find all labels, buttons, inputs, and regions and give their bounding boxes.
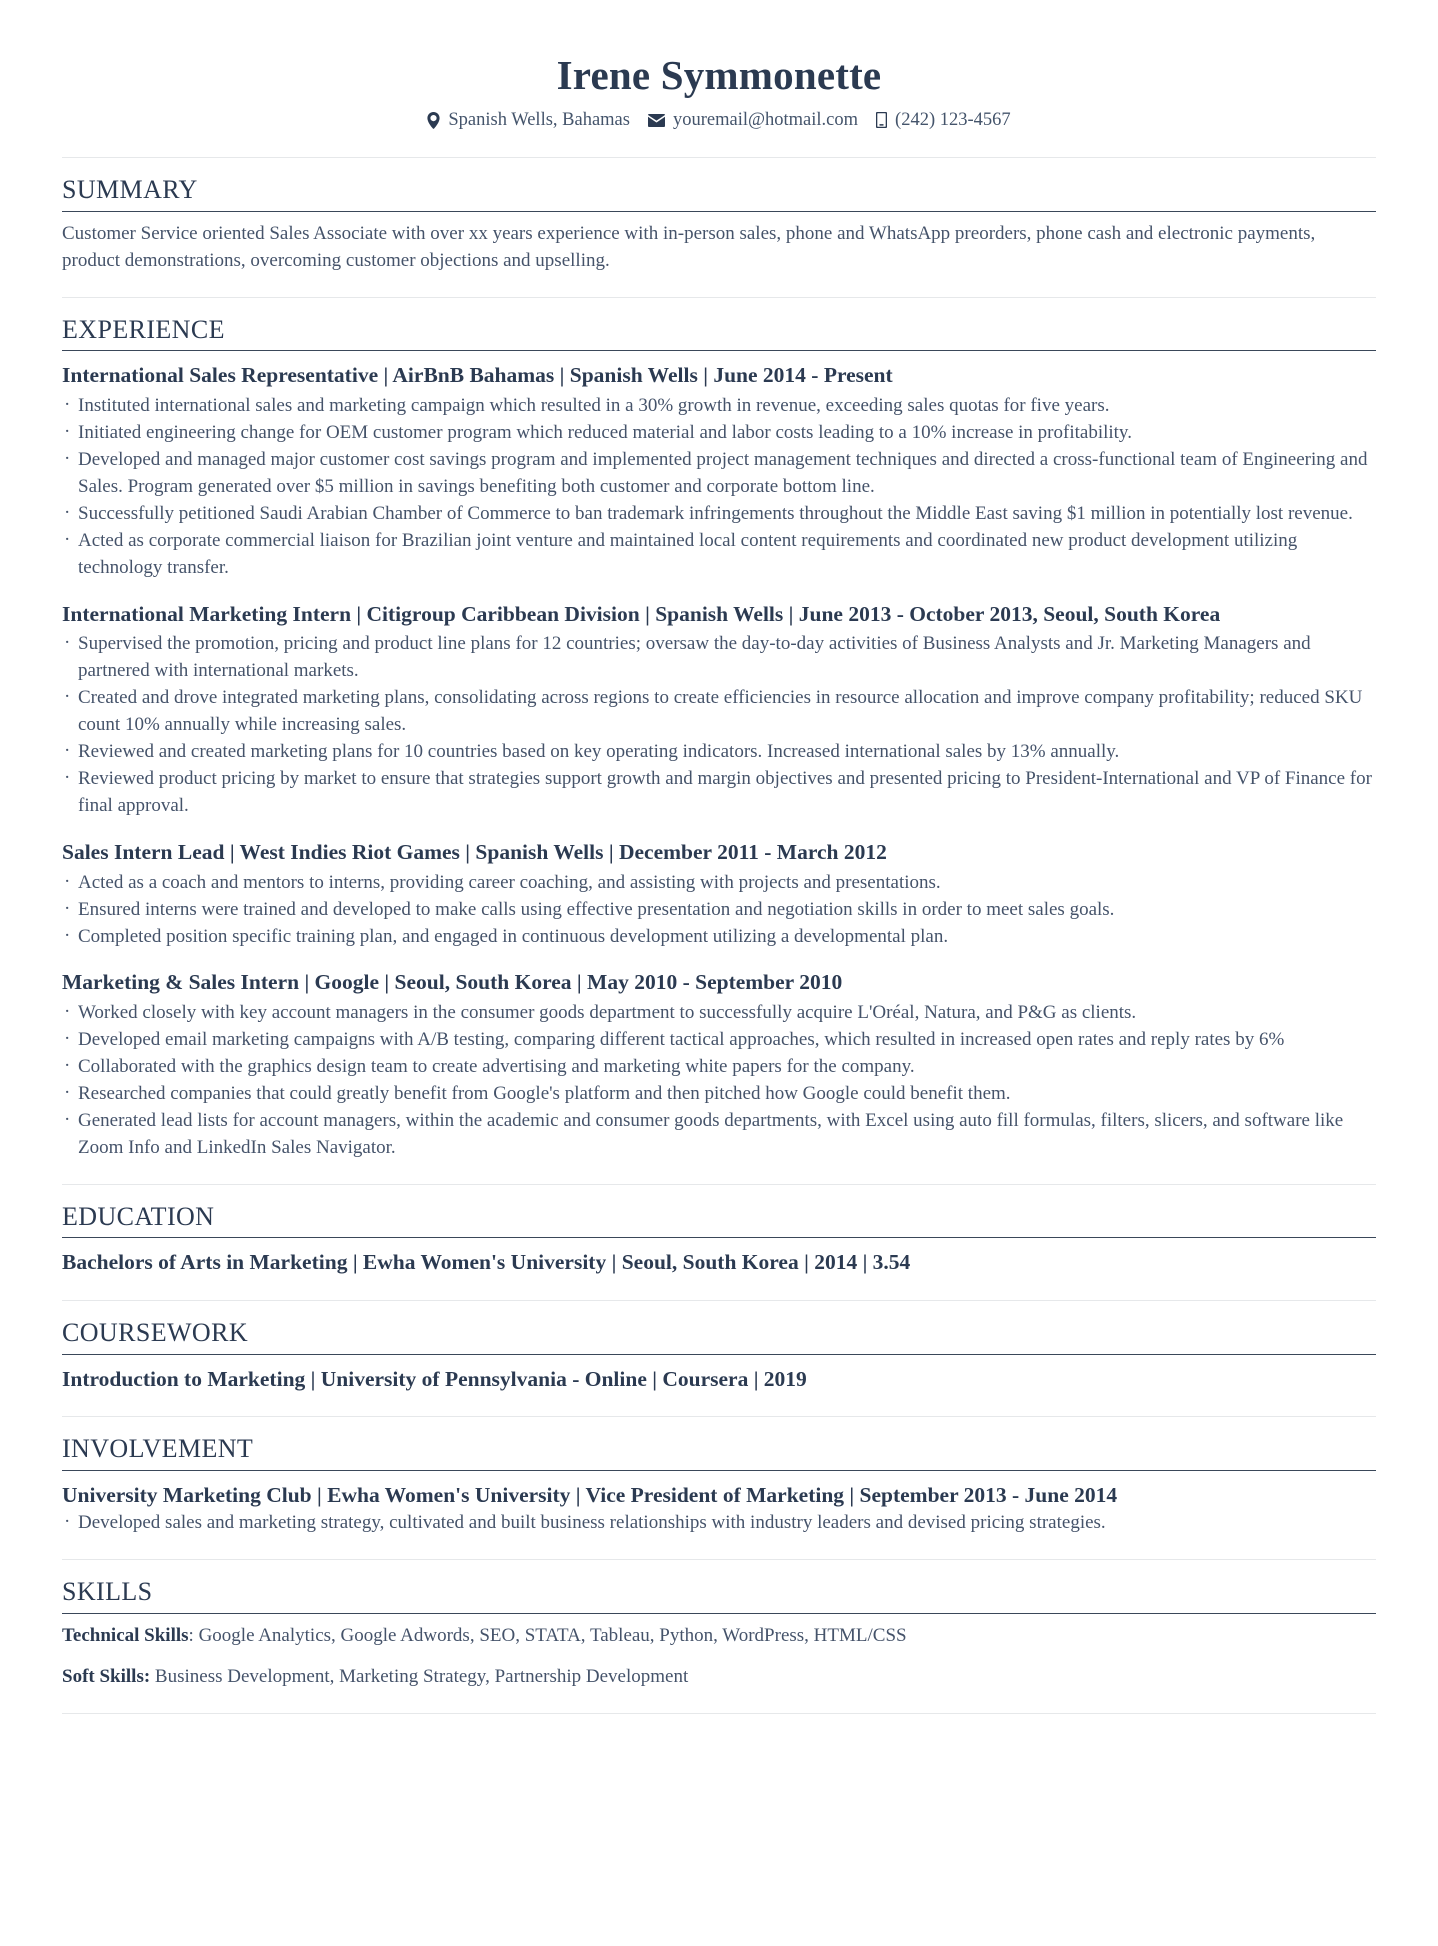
soft-skills-label: Soft Skills: <box>62 1665 151 1687</box>
contact-email[interactable] <box>648 109 858 131</box>
job-bullets <box>62 870 1376 951</box>
education-heading: EDUCATION <box>62 1201 215 1231</box>
summary-heading: SUMMARY <box>62 175 198 205</box>
job-bullets <box>62 631 1376 820</box>
skills-heading: SKILLS <box>62 1577 153 1607</box>
bullet-item: · Successfully petitioned Saudi Arabian Chamber of Commerce to ban trademark infringements throughout the Middle East saving $1 million in potentially lost revenue. <box>62 501 1376 528</box>
coursework-heading: COURSEWORK <box>62 1317 249 1347</box>
contact-email-text: youremail@hotmail.com <box>672 110 859 131</box>
job-bullets <box>62 393 1376 582</box>
heading-rule <box>62 1237 1376 1238</box>
experience-heading: EXPERIENCE <box>62 314 225 344</box>
contact-line <box>62 109 1376 131</box>
involvement-heading: INVOLVEMENT <box>62 1434 254 1464</box>
section-divider <box>62 1416 1376 1417</box>
section-divider <box>62 157 1376 158</box>
resume-header <box>62 52 1376 131</box>
bullet-item: · Acted as a coach and mentors to interns, providing career coaching, and assisting with projects and presentations. <box>62 870 1376 897</box>
section-experience <box>62 297 1376 1162</box>
section-divider <box>62 1184 1376 1185</box>
experience-entry <box>62 599 1376 820</box>
envelope-icon <box>648 114 665 127</box>
soft-skills-value: Business Development, Marketing Strategy, Partnership Development <box>154 1665 689 1687</box>
bottom-divider <box>62 1713 1376 1714</box>
bullet-item: · Generated lead lists for account managers, within the academic and consumer goods departments, with Excel using auto fill formulas, filters, slicers, and software like Zoom Info and LinkedIn Sales Navigator. <box>62 1108 1376 1162</box>
bullet-item: · Reviewed product pricing by market to ensure that strategies support growth and margin objectives and presented pricing to President-International and VP of Finance for final approval. <box>62 766 1376 820</box>
bullet-item: · Ensured interns were trained and developed to make calls using effective presentation and negotiation skills in order to meet sales goals. <box>62 897 1376 924</box>
mobile-phone-icon <box>876 112 887 128</box>
heading-rule <box>62 1354 1376 1355</box>
summary-text: Customer Service oriented Sales Associate with over xx years experience with in-person sales, phone and WhatsApp preorders, phone cash and electronic payments, product demonstrations, overcoming customer objections and upselling. <box>62 222 1316 271</box>
bullet-item: · Researched companies that could greatly benefit from Google's platform and then pitched how Google could benefit them. <box>62 1081 1376 1108</box>
section-involvement <box>62 1416 1376 1537</box>
bullet-item: · Worked closely with key account managers in the consumer goods department to successfully acquire L'Oréal, Natura, and P&G as clients. <box>62 1000 1376 1027</box>
heading-rule <box>62 350 1376 351</box>
bullet-item: · Initiated engineering change for OEM customer program which reduced material and labor costs leading to a 10% increase in profitability. <box>62 420 1376 447</box>
heading-rule <box>62 1613 1376 1614</box>
contact-location <box>427 109 630 131</box>
bullet-item: · Instituted international sales and marketing campaign which resulted in a 30% growth in revenue, exceeding sales quotas for five years. <box>62 393 1376 420</box>
technical-skills-value: Google Analytics, Google Adwords, SEO, STATA, Tableau, Python, WordPress, HTML/CSS <box>198 1624 907 1646</box>
involvement-bullets <box>62 1510 1376 1537</box>
bullet-item: · Supervised the promotion, pricing and product line plans for 12 countries; oversaw the day-to-day activities of Business Analysts and Jr. Marketing Managers and partnered with international markets. <box>62 631 1376 685</box>
contact-phone-text: (242) 123-4567 <box>895 110 1011 131</box>
job-title: Sales Intern Lead | West Indies Riot Games | Spanish Wells | December 2011 - March 2012 <box>62 840 887 865</box>
technical-skills-separator: : <box>188 1624 199 1646</box>
section-education <box>62 1184 1376 1278</box>
education-entry: Bachelors of Arts in Marketing | Ewha Women's University | Seoul, South Korea | 2014 | 3.54 <box>62 1250 911 1275</box>
bullet-item: · Collaborated with the graphics design team to create advertising and marketing white papers for the company. <box>62 1054 1376 1081</box>
contact-phone[interactable] <box>876 109 1011 131</box>
experience-entry <box>62 360 1376 581</box>
candidate-name: Irene Symmonette <box>556 52 882 98</box>
location-pin-icon <box>427 112 440 129</box>
section-divider <box>62 1559 1376 1560</box>
bullet-item: · Acted as corporate commercial liaison for Brazilian joint venture and maintained local content requirements and coordinated new product development utilizing technology transfer. <box>62 528 1376 582</box>
section-coursework <box>62 1300 1376 1394</box>
experience-entry <box>62 837 1376 950</box>
job-bullets <box>62 1000 1376 1162</box>
section-divider <box>62 297 1376 298</box>
job-title: Marketing & Sales Intern | Google | Seoul, South Korea | May 2010 - September 2010 <box>62 970 843 995</box>
bullet-item: · Developed email marketing campaigns with A/B testing, comparing different tactical approaches, which resulted in increased open rates and reply rates by 6% <box>62 1027 1376 1054</box>
section-divider <box>62 1300 1376 1301</box>
contact-location-text: Spanish Wells, Bahamas <box>448 110 630 131</box>
coursework-entry: Introduction to Marketing | University of Pennsylvania - Online | Coursera | 2019 <box>62 1366 807 1391</box>
technical-skills-label: Technical Skills <box>62 1624 189 1646</box>
job-title: International Marketing Intern | Citigroup Caribbean Division | Spanish Wells | June 2013 - October 2013, Seoul, South Korea <box>62 601 1221 626</box>
section-skills <box>62 1559 1376 1691</box>
experience-entry <box>62 967 1376 1161</box>
bullet-item: · Completed position specific training plan, and engaged in continuous development utilizing a developmental plan. <box>62 924 1376 951</box>
heading-rule <box>62 1470 1376 1471</box>
bullet-item: · Developed and managed major customer cost savings program and implemented project management techniques and directed a cross-functional team of Engineering and Sales. Program generated over $5 million in savings benefiting both customer and corporate bottom line. <box>62 447 1376 501</box>
section-summary <box>62 157 1376 275</box>
job-title: International Sales Representative | AirBnB Bahamas | Spanish Wells | June 2014 - Present <box>62 363 893 388</box>
technical-skills-row <box>62 1623 1376 1650</box>
heading-rule <box>62 211 1376 212</box>
bullet-item: · Developed sales and marketing strategy, cultivated and built business relationships with industry leaders and devised pricing strategies. <box>62 1510 1376 1537</box>
bullet-item: · Reviewed and created marketing plans for 10 countries based on key operating indicators. Increased international sales by 13% annually. <box>62 739 1376 766</box>
involvement-entry: University Marketing Club | Ewha Women's University | Vice President of Marketing | September 2013 - June 2014 <box>62 1482 1118 1507</box>
bullet-item: · Created and drove integrated marketing plans, consolidating across regions to create efficiencies in resource allocation and improve company profitability; reduced SKU count 10% annually while increasing sales. <box>62 685 1376 739</box>
soft-skills-row <box>62 1664 1376 1691</box>
